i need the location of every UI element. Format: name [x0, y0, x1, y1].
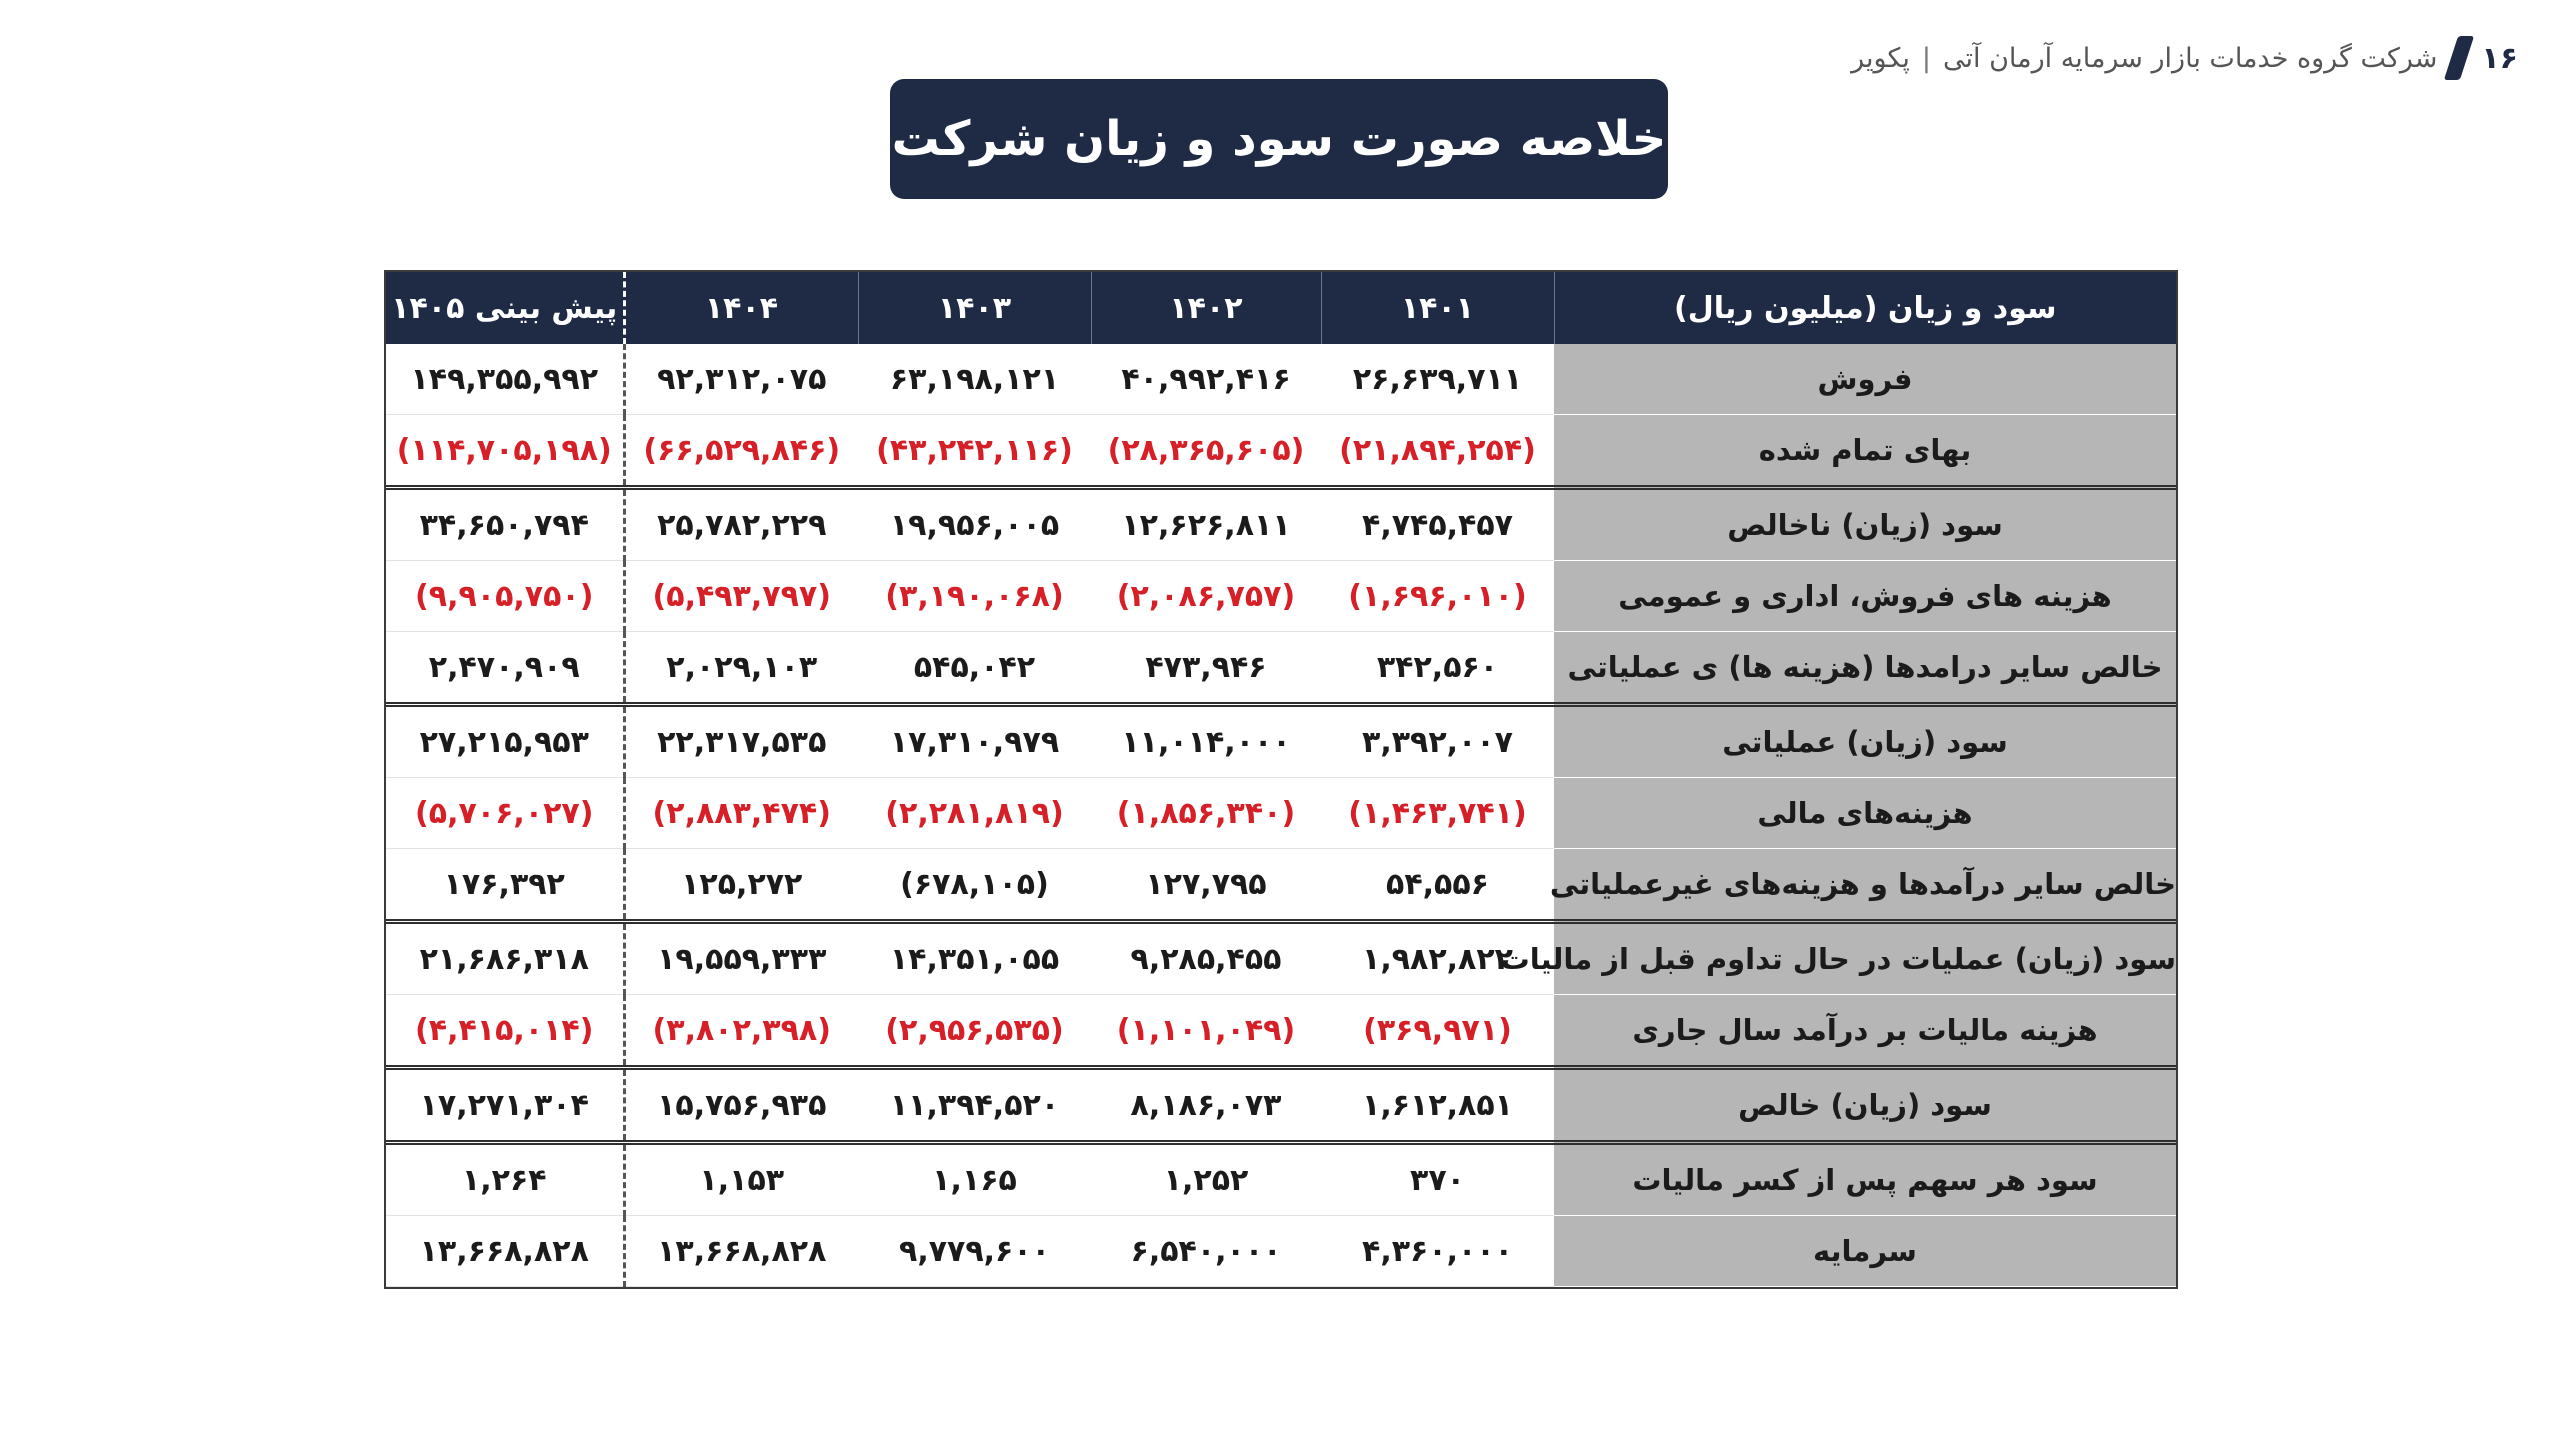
table-cell: ۲,۰۲۹,۱۰۳ [624, 632, 858, 705]
table-cell: ۲۵,۷۸۲,۲۲۹ [624, 488, 858, 561]
table-body [386, 344, 2176, 1287]
column-header-1401: ۱۴۰۱ [1321, 272, 1554, 344]
page-number: ۱۶ [2481, 40, 2518, 76]
table-cell: (۶۶,۵۲۹,۸۴۶) [624, 415, 858, 488]
income-statement-table-wrapper [384, 270, 2178, 1289]
table-row [386, 778, 2176, 849]
page-title: خلاصه صورت سود و زیان شرکت [891, 111, 1667, 167]
table-row [386, 849, 2176, 922]
table-cell: ۱۹,۹۵۶,۰۰۵ [858, 488, 1091, 561]
table-cell: ۱,۲۶۴ [386, 1143, 624, 1216]
table-row [386, 1143, 2176, 1216]
table-cell: ۱,۱۵۳ [624, 1143, 858, 1216]
table-row [386, 632, 2176, 705]
table-cell: ۱۱,۳۹۴,۵۲۰ [858, 1068, 1091, 1143]
row-label: سود (زیان) عملیات در حال تداوم قبل از مالیات [1554, 922, 2176, 995]
table-cell: ۱۲۷,۷۹۵ [1091, 849, 1321, 922]
table-cell: ۱۲,۶۲۶,۸۱۱ [1091, 488, 1321, 561]
table-cell: (۳۶۹,۹۷۱) [1321, 995, 1554, 1068]
row-label: هزینه‌های مالی [1554, 778, 2176, 849]
row-label: سود (زیان) عملیاتی [1554, 705, 2176, 778]
column-header-1403: ۱۴۰۳ [858, 272, 1091, 344]
table-cell: ۲۶,۶۳۹,۷۱۱ [1321, 344, 1554, 415]
table-cell: (۲,۲۸۱,۸۱۹) [858, 778, 1091, 849]
table-header-row [386, 272, 2176, 344]
table-cell: ۱۴,۳۵۱,۰۵۵ [858, 922, 1091, 995]
table-cell: ۵۴۵,۰۴۲ [858, 632, 1091, 705]
row-label: سرمایه [1554, 1216, 2176, 1287]
table-cell: ۸,۱۸۶,۰۷۳ [1091, 1068, 1321, 1143]
table-cell: ۹۲,۳۱۲,۰۷۵ [624, 344, 858, 415]
caption-separator: | [1921, 42, 1931, 74]
column-header-1402: ۱۴۰۲ [1091, 272, 1321, 344]
table-cell: ۱۷,۳۱۰,۹۷۹ [858, 705, 1091, 778]
table-cell: ۱,۶۱۲,۸۵۱ [1321, 1068, 1554, 1143]
table-cell: (۳,۸۰۲,۳۹۸) [624, 995, 858, 1068]
table-cell: ۱۷,۲۷۱,۳۰۴ [386, 1068, 624, 1143]
row-label: سود (زیان) خالص [1554, 1068, 2176, 1143]
table-cell: (۲۱,۸۹۴,۲۵۴) [1321, 415, 1554, 488]
table-cell: ۴۰,۹۹۲,۴۱۶ [1091, 344, 1321, 415]
table-cell: (۵,۷۰۶,۰۲۷) [386, 778, 624, 849]
table-cell: (۱,۱۰۱,۰۴۹) [1091, 995, 1321, 1068]
table-row [386, 922, 2176, 995]
table-cell: ۳۴,۶۵۰,۷۹۴ [386, 488, 624, 561]
table-cell: ۱۷۶,۳۹۲ [386, 849, 624, 922]
row-label: خالص سایر درآمدها و هزینه‌های غیرعملیاتی [1554, 849, 2176, 922]
row-label: هزینه مالیات بر درآمد سال جاری [1554, 995, 2176, 1068]
table-cell: ۹,۲۸۵,۴۵۵ [1091, 922, 1321, 995]
table-row [386, 1216, 2176, 1287]
table-cell: ۱۹,۵۵۹,۳۳۳ [624, 922, 858, 995]
table-cell: (۵,۴۹۳,۷۹۷) [624, 561, 858, 632]
table-cell: (۱,۶۹۶,۰۱۰) [1321, 561, 1554, 632]
table-cell: ۴,۷۴۵,۴۵۷ [1321, 488, 1554, 561]
table-cell: ۱۱,۰۱۴,۰۰۰ [1091, 705, 1321, 778]
title-box [890, 79, 1668, 199]
table-cell: (۳,۱۹۰,۰۶۸) [858, 561, 1091, 632]
table-cell: ۳۴۲,۵۶۰ [1321, 632, 1554, 705]
table-cell: (۱,۸۵۶,۳۴۰) [1091, 778, 1321, 849]
table-cell: ۳,۳۹۲,۰۰۷ [1321, 705, 1554, 778]
row-label: سود هر سهم پس از کسر مالیات [1554, 1143, 2176, 1216]
company-short-name: پکویر [1851, 42, 1910, 74]
table-row [386, 705, 2176, 778]
table-cell: ۱,۹۸۲,۸۲۲ [1321, 922, 1554, 995]
table-cell: (۲,۸۸۳,۴۷۴) [624, 778, 858, 849]
table-cell: (۲,۹۵۶,۵۳۵) [858, 995, 1091, 1068]
row-label: فروش [1554, 344, 2176, 415]
table-cell: (۲,۰۸۶,۷۵۷) [1091, 561, 1321, 632]
page-header [1851, 30, 2518, 86]
table-cell: (۴۳,۲۴۲,۱۱۶) [858, 415, 1091, 488]
table-cell: ۱۴۹,۳۵۵,۹۹۲ [386, 344, 624, 415]
table-header [386, 272, 2176, 344]
table-row [386, 995, 2176, 1068]
row-label: سود (زیان) ناخالص [1554, 488, 2176, 561]
table-cell: ۶۳,۱۹۸,۱۲۱ [858, 344, 1091, 415]
table-cell: ۱,۱۶۵ [858, 1143, 1091, 1216]
row-label: بهای تمام شده [1554, 415, 2176, 488]
table-cell: ۲۱,۶۸۶,۳۱۸ [386, 922, 624, 995]
table-cell: ۲۲,۳۱۷,۵۳۵ [624, 705, 858, 778]
table-row [386, 415, 2176, 488]
slash-mark-icon [2444, 36, 2474, 80]
table-cell: ۲۷,۲۱۵,۹۵۳ [386, 705, 624, 778]
table-cell: (۶۷۸,۱۰۵) [858, 849, 1091, 922]
table-row [386, 1068, 2176, 1143]
table-cell: ۱,۲۵۲ [1091, 1143, 1321, 1216]
table-cell: ۱۵,۷۵۶,۹۳۵ [624, 1068, 858, 1143]
table-row [386, 488, 2176, 561]
table-cell: ۴۷۳,۹۴۶ [1091, 632, 1321, 705]
column-header-forecast-1405: پیش بینی ۱۴۰۵ [386, 272, 624, 344]
column-header-1404: ۱۴۰۴ [624, 272, 858, 344]
table-cell: ۹,۷۷۹,۶۰۰ [858, 1216, 1091, 1287]
table-cell: ۴,۳۶۰,۰۰۰ [1321, 1216, 1554, 1287]
column-header-label: سود و زیان (میلیون ریال) [1554, 272, 2176, 344]
table-cell: (۴,۴۱۵,۰۱۴) [386, 995, 624, 1068]
table-cell: ۲,۴۷۰,۹۰۹ [386, 632, 624, 705]
row-label: خالص سایر درامدها (هزینه ها) ی عملیاتی [1554, 632, 2176, 705]
table-cell: ۶,۵۴۰,۰۰۰ [1091, 1216, 1321, 1287]
table-cell: ۳۷۰ [1321, 1143, 1554, 1216]
income-statement-table [386, 272, 2176, 1287]
table-cell: (۱,۴۶۳,۷۴۱) [1321, 778, 1554, 849]
table-cell: ۱۳,۶۶۸,۸۲۸ [386, 1216, 624, 1287]
table-cell: ۱۲۵,۲۷۲ [624, 849, 858, 922]
table-cell: (۲۸,۳۶۵,۶۰۵) [1091, 415, 1321, 488]
page-caption [1851, 43, 2437, 74]
company-name: شرکت گروه خدمات بازار سرمایه آرمان آتی [1942, 42, 2438, 74]
table-cell: (۱۱۴,۷۰۵,۱۹۸) [386, 415, 624, 488]
table-cell: ۵۴,۵۵۶ [1321, 849, 1554, 922]
table-row [386, 561, 2176, 632]
table-cell: (۹,۹۰۵,۷۵۰) [386, 561, 624, 632]
table-row [386, 344, 2176, 415]
table-cell: ۱۳,۶۶۸,۸۲۸ [624, 1216, 858, 1287]
row-label: هزینه های فروش، اداری و عمومی [1554, 561, 2176, 632]
